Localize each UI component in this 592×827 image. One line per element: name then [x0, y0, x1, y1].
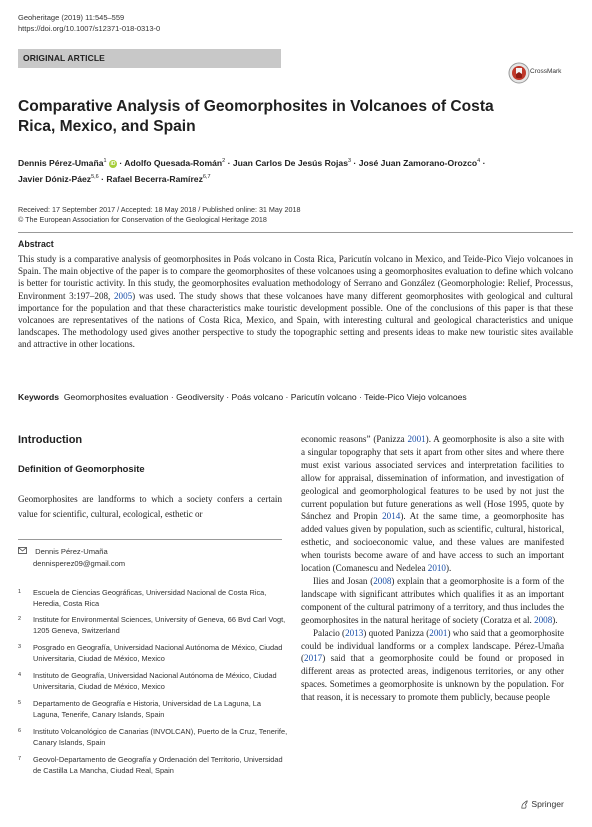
publisher-logo	[520, 799, 564, 809]
author-affil-sup: 6,7	[202, 173, 211, 180]
author-name[interactable]: Rafael Becerra-Ramírez	[106, 173, 203, 184]
abstract-text: ) was used. The study shows that these volcanoes have many different geomorphosites with geological and cultural importance for the population and that these characteristics make touristic development possible. One of the conclusions of this paper is that these volcanoes are representatives of the nations of Costa Rica, Mexico, and Spain, with interesting cultural and geological characteristics and unique landscapes. The methodology used gives another perspective to study the topographic setting and presents ideas to make new touristic sites available and attractive in other locations.	[18, 290, 573, 350]
author-affil-sup: 2	[222, 158, 226, 164]
publisher-name: Springer	[531, 799, 564, 809]
subsection-heading-definition: Definition of Geomorphosite	[18, 463, 145, 474]
affiliation-text: Posgrado en Geografía, Universidad Nacional Autónoma de México, Ciudad Universitaria, Ciudad de México, Mexico	[33, 643, 283, 663]
author-list: Dennis Pérez-Umaña$^1$ iD · Adolfo Quesada-Román$^2$ · Juan Carlos De Jesús Rojas$^3$ · José Juan Zamorano-Orozco$^4$ · Javier Dóniz-Páez$^{5,6}$ · Rafael Becerra-Ramírez$^{6,7}$	[18, 157, 486, 184]
citation-link[interactable]: 2005	[113, 290, 133, 301]
body-text: ) who said that a geomorphosite could be individual landforms or a complex landscape. Pérez-Umaña (	[301, 627, 564, 664]
envelope-icon	[18, 546, 29, 558]
citation-link[interactable]: 2008	[534, 614, 553, 625]
affiliation-number: 4	[18, 672, 22, 678]
copyright-line: © The European Association for Conservation of the Geological Heritage 2018	[18, 215, 267, 224]
footnote-divider	[18, 539, 282, 540]
citation-link[interactable]: 2001	[429, 627, 448, 638]
intro-paragraph: Geomorphosites are landforms to which a society confers a certain value for scientific, cultural, ecological, esthetic or	[18, 494, 282, 519]
citation-link[interactable]: 2014	[382, 511, 401, 522]
affiliation-number: 6	[18, 728, 22, 734]
crossmark-badge[interactable]	[508, 62, 562, 89]
citation-link[interactable]: 2010	[427, 563, 446, 574]
keywords-list: Geomorphosites evaluation · Geodiversity · Poás volcano · Paricutín volcano · Teide-Pico Viejo volcanoes	[63, 392, 467, 402]
corresponding-author-email[interactable]: dennisperez09@gmail.com	[33, 558, 126, 568]
affiliation-text: Geovol-Departamento de Geografía y Ordenación del Territorio, Universidad de Castilla La Mancha, Ciudad Real, Spain	[33, 755, 283, 775]
author-name[interactable]: Adolfo Quesada-Román	[124, 157, 223, 168]
correspondence	[18, 546, 282, 569]
affiliation-text: Instituto de Geografía, Universidad Nacional Autónoma de México, Ciudad Universitaria, Ciudad de México, Mexico	[33, 671, 277, 691]
article-type-label: ORIGINAL ARTICLE	[23, 53, 105, 63]
abstract-body	[18, 253, 573, 351]
doi-link[interactable]: https://doi.org/10.1007/s12371-018-0313-0	[18, 24, 161, 33]
body-text: Palacio (	[313, 627, 346, 638]
author-name[interactable]: Javier Dóniz-Páez	[18, 173, 92, 184]
body-text: ).	[552, 614, 558, 625]
author-affil-sup: 5,6	[91, 173, 99, 180]
divider	[18, 232, 573, 233]
body-paragraph	[301, 627, 564, 704]
body-text: ) explain that a geomorphosite is a form of the landscape with significant attributes which qualifies it as an important component of the cultural patrimony of a territory, and thus includes the geomorphosites in the natural heritage of society (Coratza et al.	[301, 575, 564, 625]
author-affil-sup: 4	[477, 158, 481, 164]
publication-dates	[18, 205, 301, 225]
body-text: ).	[445, 563, 452, 574]
author-affil-sup: 1	[103, 158, 107, 164]
springer-horse-icon	[520, 800, 529, 809]
author-name[interactable]: José Juan Zamorano-Orozco	[358, 157, 478, 168]
author-affil-sup: 3	[347, 158, 352, 164]
body-text: ). A geomorphosite is also a site with a singular topography that sets it apart from other sites and where there must exist various associated services and interpretation facilities to allow for appraisal, dissemination of information, and investigation of geological and geomorphological features to be used by not just the current population but future generations as well (Hose 1995, quote by Sánchez and Propin	[301, 434, 564, 522]
journal-citation: Geoheritage (2019) 11:545–559	[18, 13, 125, 22]
article-type-banner	[18, 49, 281, 68]
abstract-text: This study is a comparative analysis of geomorphosites in Poás volcano in Costa Rica, Paricutín volcano in Mexico, and Teide-Pico Viejo volcanoes in Spain. The main objective of the paper is to compare the geomorphosites of these volcanoes using a geomorphosites evaluation to define which volcano is better for touristic activity. In this study, the geomorphosites evaluation methodology of Serrano and González (Geomorphologie: Relief, Processus, Environment 3:197–208,	[18, 254, 573, 301]
article-title: Comparative Analysis of Geomorphosites in Volcanoes of Costa Rica, Mexico, and Spain	[18, 98, 494, 135]
affiliation-text: Institute for Environmental Sciences, University of Geneva, 66 Bvd Carl Vogt, 1205 Geneva, Switzerland	[33, 615, 286, 635]
author-name[interactable]: Juan Carlos De Jesús Rojas	[232, 157, 348, 168]
crossmark-label: CrossMark	[530, 68, 562, 75]
orcid-icon[interactable]: iD	[110, 160, 116, 167]
affiliation-number: 3	[18, 644, 22, 650]
section-heading-introduction: Introduction	[18, 434, 83, 446]
body-text: economic reasons” (Panizza	[301, 434, 408, 444]
citation-link[interactable]: 2017	[304, 653, 323, 664]
affiliation-text: Escuela de Ciencias Geográficas, Universidad Nacional de Costa Rica, Heredia, Costa Rica	[33, 588, 267, 608]
body-text: Ilies and Josan (	[313, 575, 374, 586]
body-paragraph	[301, 433, 564, 575]
keywords-label: Keywords	[18, 392, 60, 402]
affiliation-text: Departamento de Geografía e Historia, Universidad de La Laguna, La Laguna, Tenerife, Canary Islands, Spain	[33, 699, 262, 719]
body-text: ) quoted Panizza (	[363, 627, 430, 638]
dates-line: Received: 17 September 2017 / Accepted: 18 May 2018 / Published online: 31 May 2018	[18, 205, 301, 214]
affiliation-number: 7	[18, 756, 22, 762]
body-text: ). At the same time, a geomorphosite has added values given by population, such as scientific, cultural, historical, esthetic, and socioeconomic value, and these values are manifested when tourists become aware of and have access to such an important location (Comanescu and Nedelea	[301, 511, 565, 574]
crossmark-icon	[508, 62, 530, 84]
affiliation-number: 1	[18, 589, 22, 595]
author-name[interactable]: Dennis Pérez-Umaña	[18, 157, 104, 168]
body-column-right	[301, 433, 564, 704]
keywords	[18, 392, 578, 402]
abstract-heading: Abstract	[18, 239, 54, 249]
citation-link[interactable]: 2013	[345, 627, 364, 638]
body-text: ) said that a geomorphosite could be found or proposed in different areas as protected areas, indigenous territories, or any other spaces. Sometimes a geomorphosite is unknown by the population. For that reason, it is necessary to promote them publicly, because people	[301, 653, 564, 703]
affiliation-number: 2	[18, 616, 22, 622]
affiliation-text: Instituto Volcanológico de Canarias (INVOLCAN), Puerto de la Cruz, Tenerife, Canary Islands, Spain	[33, 727, 288, 747]
affiliation-number: 5	[18, 700, 22, 706]
citation-link[interactable]: 2008	[373, 575, 392, 586]
corresponding-author-name: Dennis Pérez-Umaña	[35, 547, 108, 556]
body-paragraph	[301, 575, 564, 627]
citation-link[interactable]: 2001	[407, 434, 426, 444]
